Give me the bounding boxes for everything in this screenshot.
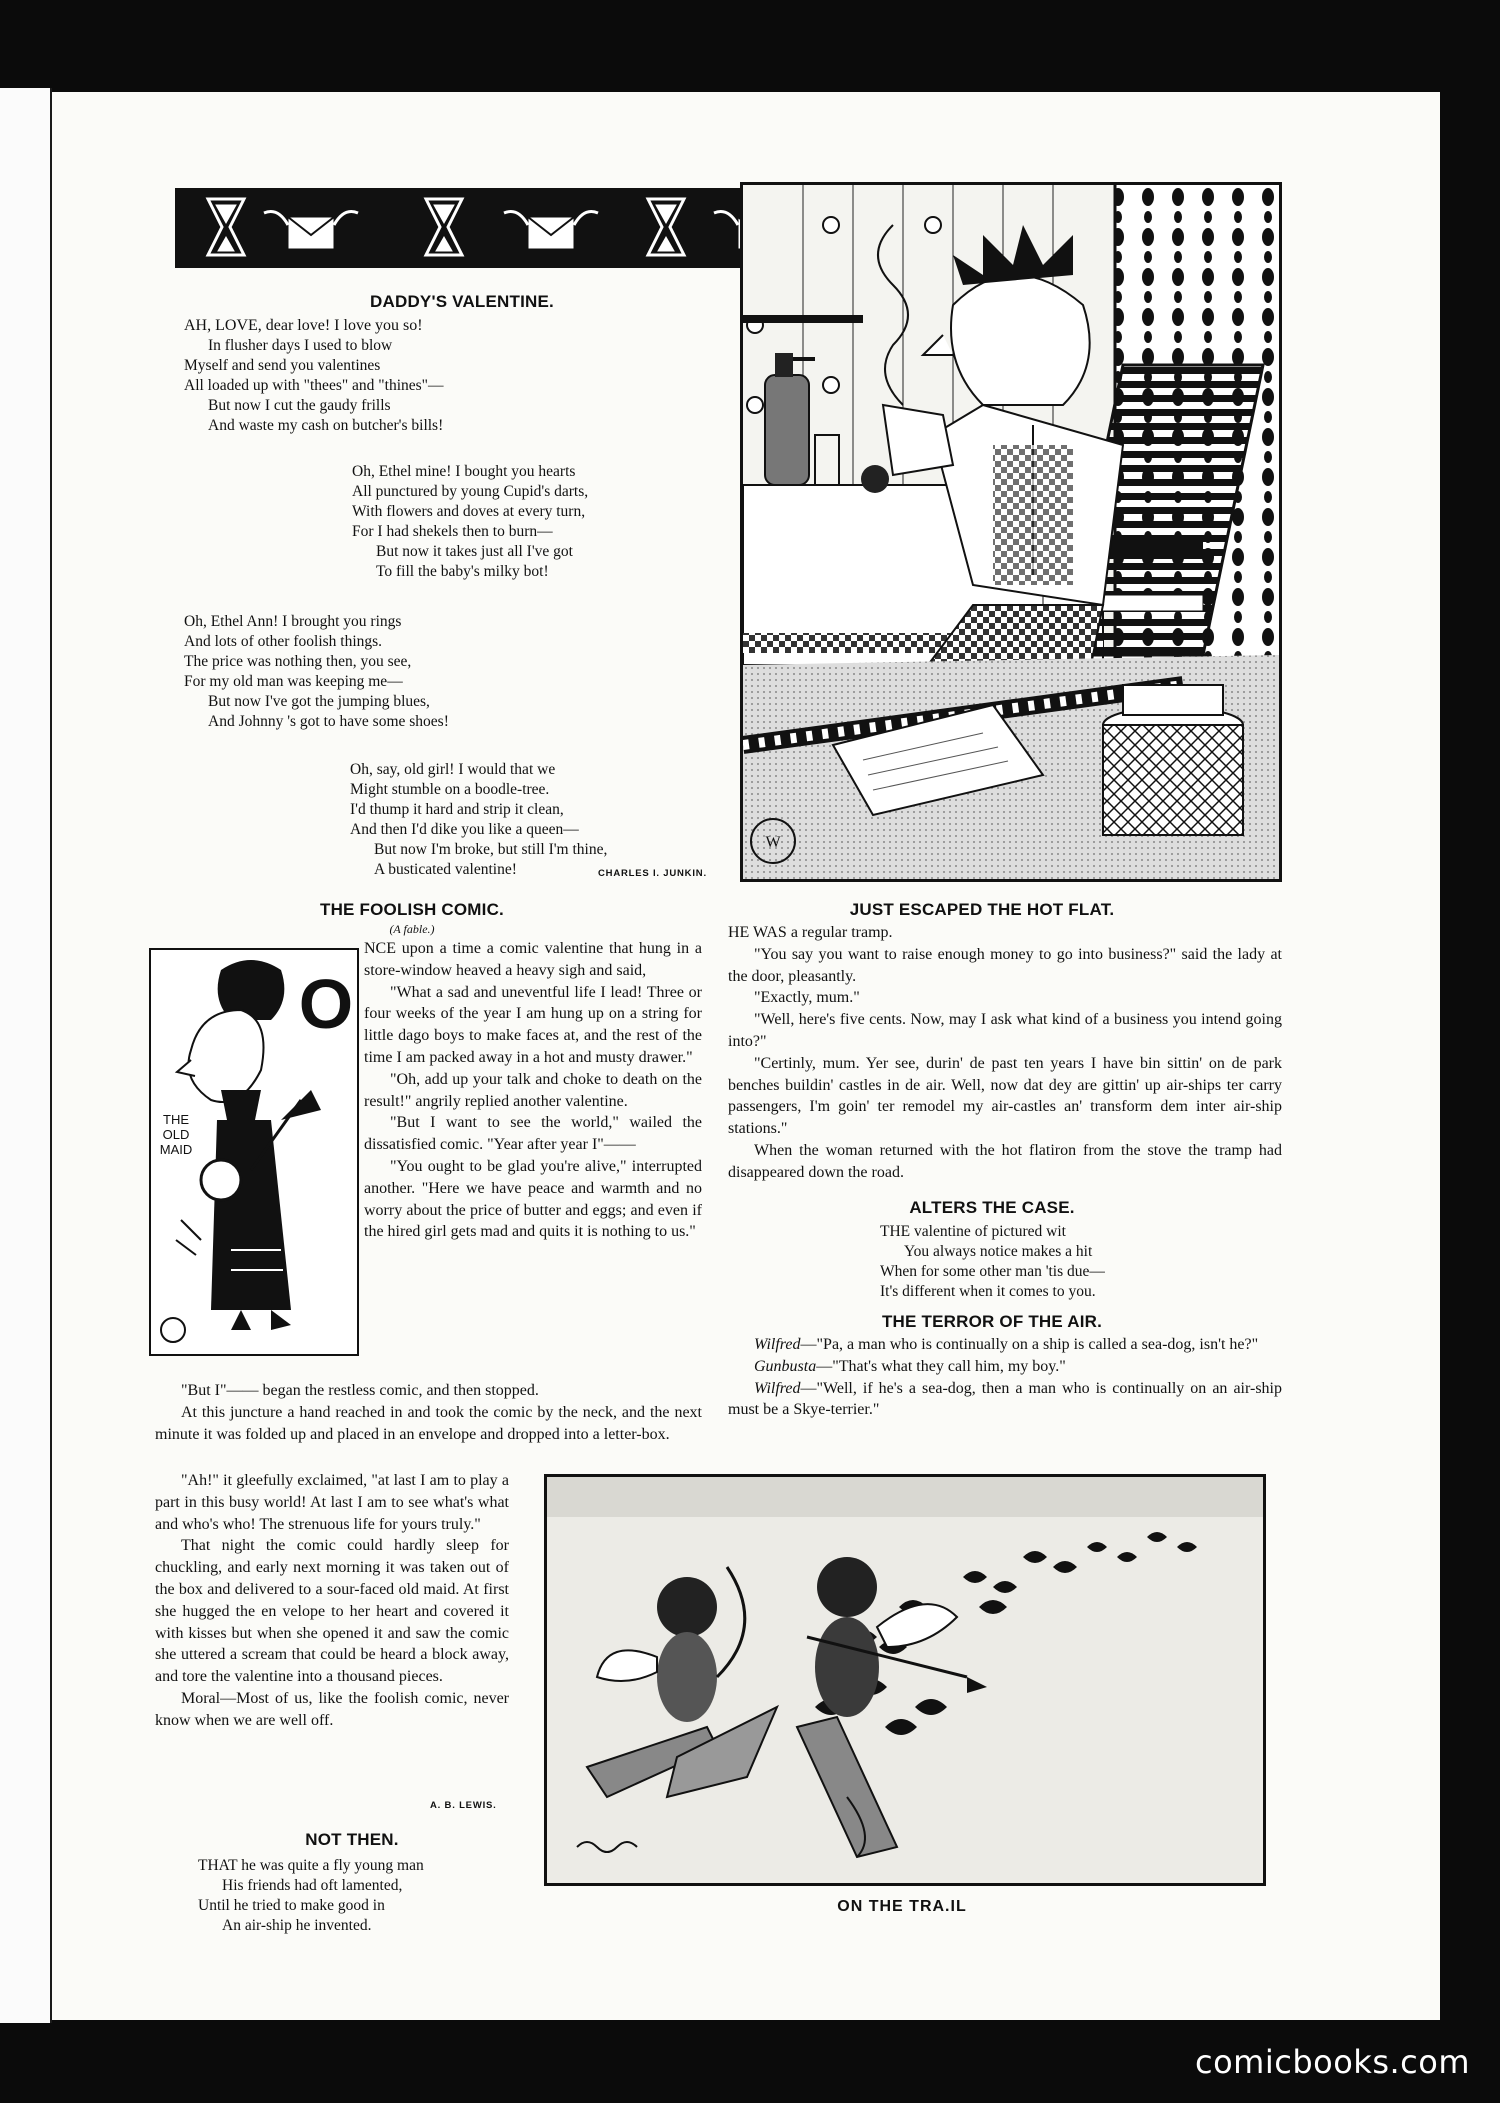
not-then-title: NOT THEN. <box>305 1830 399 1849</box>
foolish-comic-text-beside-image <box>364 938 702 1243</box>
poem-line: But now I cut the gaudy frills <box>208 397 391 414</box>
comic-paragraph: "What a sad and uneventful life I lead! Three or four weeks of the year I am hung up on a string for little dago boys to make faces at, and the rest of the time I am packed away in a hot and musty drawer." <box>364 983 702 1066</box>
magazine-page <box>52 92 1440 2020</box>
comic-paragraph: "But I want to see the world," wailed the dissatisfied comic. "Year after year I"—— <box>364 1114 702 1154</box>
hot-flat-paragraph: HE WAS a regular tramp. <box>728 924 893 941</box>
comic-paragraph: Moral—Most of us, like the foolish comic, never know when we are well off. <box>155 1689 509 1729</box>
dialogue-text: —"Well, if he's a sea-dog, then a man who is continually on an air-ship must be a Skye-terrier." <box>728 1379 1282 1419</box>
poem-line: Oh, Ethel mine! I bought you hearts <box>352 463 576 480</box>
dialogue-line <box>728 1356 1282 1378</box>
foolish-comic-text-narrow <box>155 1470 509 1732</box>
hot-flat-paragraph: "Certinly, mum. Yer see, durin' de past ten years I have bin sittin' on de park benches buildin' castles in de air. Well, now dat dey are gittin' up air-ships ter carry passengers, I'm goin' ter remodel my air-castles an' transform dem inter air-ship stations." <box>728 1054 1282 1138</box>
cupids-drawing <box>547 1477 1263 1883</box>
poem-line: And Johnny 's got to have some shoes! <box>208 713 449 730</box>
daddys-valentine-stanza-1 <box>184 316 544 436</box>
comic-paragraph: "Oh, add up your talk and choke to death on the result!" angrily replied another valentine. <box>364 1070 702 1110</box>
poem-line: THE valentine of pictured wit <box>880 1223 1066 1240</box>
header-ornament-band <box>175 188 823 268</box>
speaker-name: Gunbusta <box>754 1357 817 1375</box>
poem-line: Might stumble on a boodle-tree. <box>350 781 550 798</box>
cupids-on-the-trail-illustration <box>544 1474 1266 1886</box>
poem-line: But now I'm broke, but still I'm thine, <box>374 841 608 858</box>
comicbooks-watermark: comicbooks.com <box>1194 2043 1470 2081</box>
junkin-signature: CHARLES I. JUNKIN. <box>598 868 707 879</box>
comic-paragraph: That night the comic could hardly sleep for chuckling, and early next morning it was taken out of the box and delivered to a sour-faced old maid. At first she hugged the en velope to her heart and covered it with kisses but when she opened it and saw the comic she uttered a scream that could be heard a block away, and tore the valentine into a thousand pieces. <box>155 1537 509 1686</box>
alters-case-verse <box>880 1222 1200 1302</box>
poem-line: An air-ship he invented. <box>222 1917 372 1934</box>
hot-flat-paragraph: "Well, here's five cents. Now, may I ask what kind of a business you intend going into?" <box>728 1011 1282 1050</box>
comic-paragraph: "But I"—— began the restless comic, and then stopped. <box>181 1382 539 1399</box>
poem-line: To fill the baby's milky bot! <box>376 563 549 580</box>
svg-text:W: W <box>765 834 781 851</box>
poem-line: And lots of other foolish things. <box>184 633 383 650</box>
terror-dialogue <box>728 1334 1282 1421</box>
poem-line: But now it takes just all I've got <box>376 543 573 560</box>
poem-line: Myself and send you valentines <box>184 357 381 374</box>
dialogue-line <box>728 1378 1282 1422</box>
dialogue-line <box>728 1334 1282 1356</box>
foolish-comic-text-full-width <box>155 1380 702 1445</box>
comic-paragraph: "Ah!" it gleefully exclaimed, "at last I am to play a part in this busy world! At last I am to see what's what and who's who! The strenuous life for yours truly." <box>155 1472 509 1533</box>
daddys-valentine-stanza-2 <box>352 462 652 582</box>
comic-paragraph: "You ought to be glad you're alive," interrupted another. "Here we have peace and warmth and no worry about the price of butter and eggs; and even if the hired girl gets mad and quits it is nothing to us." <box>364 1157 702 1241</box>
poem-line: Until he tried to make good in <box>198 1897 385 1914</box>
poem-line: You always notice makes a hit <box>904 1243 1093 1260</box>
poem-line: But now I've got the jumping blues, <box>208 693 430 710</box>
hot-flat-paragraph: When the woman returned with the hot flatiron from the stove the tramp had disappeared down the road. <box>728 1141 1282 1181</box>
poem-line: It's different when it comes to you. <box>880 1283 1096 1300</box>
poem-line: With flowers and doves at every turn, <box>352 503 586 520</box>
dialogue-text: —"That's what they call him, my boy." <box>816 1357 1066 1375</box>
hourglass-envelope-ornament <box>178 191 820 265</box>
foolish-comic-subtitle: (A fable.) <box>389 922 435 936</box>
hot-flat-text <box>728 922 1282 1184</box>
speaker-name: Wilfred <box>754 1379 801 1397</box>
old-maid-valentine-illustration <box>149 948 359 1356</box>
speaker-name: Wilfred <box>754 1336 801 1353</box>
poem-line: THAT he was quite a fly young man <box>198 1857 424 1874</box>
comic-paragraph: NCE upon a time a comic valentine that hung in a store-window heaved a heavy sigh and said, <box>364 940 702 979</box>
poem-line: In flusher days I used to blow <box>208 337 393 354</box>
poem-line: A busticated valentine! <box>374 861 517 878</box>
hot-flat-title: JUST ESCAPED THE HOT FLAT. <box>849 900 1115 919</box>
poem-line: And then I'd dike you like a queen— <box>350 821 579 838</box>
comic-paragraph: At this juncture a hand reached in and took the comic by the neck, and the next minute it was folded up and placed in an envelope and dropped into a letter-box. <box>155 1403 702 1443</box>
daddys-valentine-stanza-3 <box>184 612 524 732</box>
poem-line: AH, LOVE, dear love! I love you so! <box>184 317 423 334</box>
hot-flat-paragraph: "Exactly, mum." <box>754 989 860 1007</box>
terror-of-the-air-title: THE TERROR OF THE AIR. <box>881 1312 1103 1331</box>
lewis-signature: A. B. LEWIS. <box>430 1800 497 1811</box>
poem-line: His friends had oft lamented, <box>222 1877 403 1894</box>
man-reading-valentine-illustration <box>740 182 1282 882</box>
daddys-valentine-stanza-4 <box>350 760 770 880</box>
poem-line: All punctured by young Cupid's darts, <box>352 483 589 500</box>
poem-line: For I had shekels then to burn— <box>352 523 553 540</box>
poem-line: I'd thump it hard and strip it clean, <box>350 801 564 818</box>
poem-line: Oh, say, old girl! I would that we <box>350 761 556 778</box>
not-then-verse <box>198 1856 498 1936</box>
on-the-trail-caption: ON THE TRA.IL <box>837 1898 967 1915</box>
poem-line: Oh, Ethel Ann! I brought you rings <box>184 613 402 630</box>
poem-line: All loaded up with "thees" and "thines"— <box>184 377 444 394</box>
poem-line: And waste my cash on butcher's bills! <box>208 417 444 434</box>
left-page-edge <box>0 88 52 2023</box>
alters-case-title: ALTERS THE CASE. <box>909 1198 1075 1217</box>
hot-flat-paragraph: "You say you want to raise enough money to go into business?" said the lady at the door, pleasantly. <box>728 945 1282 985</box>
dialogue-text: —"Pa, a man who is continually on a ship is called a sea-dog, isn't he?" <box>800 1336 1259 1353</box>
daddys-valentine-title: DADDY'S VALENTINE. <box>370 292 554 311</box>
poem-line: When for some other man 'tis due— <box>880 1263 1105 1280</box>
foolish-comic-title: THE FOOLISH COMIC. <box>320 900 504 919</box>
poem-line: The price was nothing then, you see, <box>184 653 412 670</box>
old-maid-drop-cap: O <box>298 965 354 1043</box>
old-maid-label: THE OLD MAID <box>159 1112 193 1157</box>
reading-scene-drawing <box>743 185 1279 879</box>
poem-line: For my old man was keeping me— <box>184 673 403 690</box>
